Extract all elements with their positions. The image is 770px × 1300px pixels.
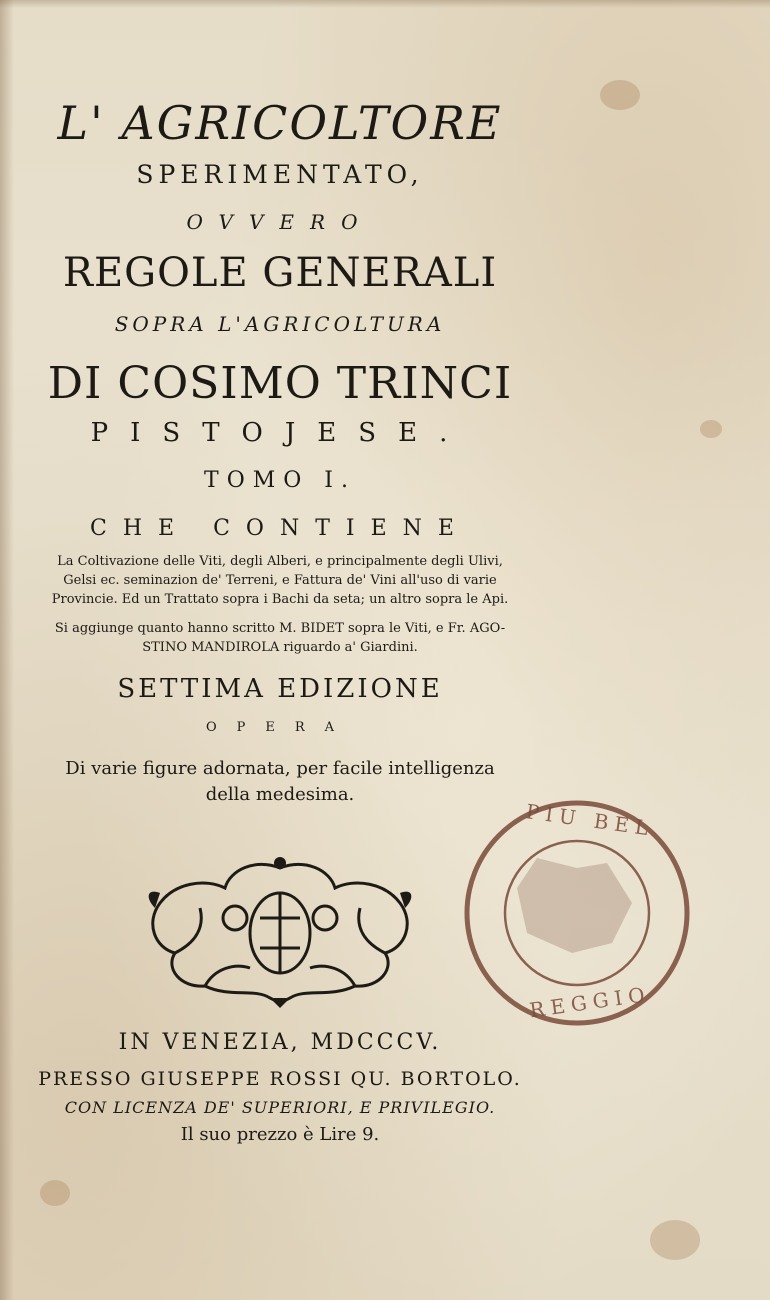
imprint-printer: PRESSO GIUSEPPE ROSSI QU. BORTOLO.	[38, 1068, 522, 1090]
contents-text: Provincie. Ed un Trattato sopra i Bachi da seta; un altro sopra le Api.	[51, 592, 509, 607]
contents-text: La Coltivazione delle Viti, degli Alberi, e principalmente degli Ulivi,	[57, 554, 503, 569]
volume-label: TOMO I.	[204, 468, 356, 493]
author-origin: PISTOJESE.	[90, 418, 470, 448]
stamp-text-top: PIU BEL	[524, 799, 656, 841]
title-subtitle: SPERIMENTATO,	[136, 160, 424, 189]
foxing-stain	[700, 420, 722, 438]
addition-text: Si aggiunge quanto hanno scritto M. BIDET sopra le Viti, e Fr. AGO-	[54, 621, 506, 636]
addition-text: STINO MANDIROLA riguardo a' Giardini.	[142, 640, 418, 655]
title-conjunction: OVVERO	[186, 210, 374, 234]
description-text: della medesima.	[205, 784, 355, 805]
author-name: DI COSIMO TRINCI	[47, 358, 513, 409]
foxing-stain	[650, 1220, 700, 1260]
contents-heading: CHE CONTIENE	[90, 516, 470, 541]
page-top-shadow	[0, 0, 770, 8]
stamp-text-bottom: REGGIO	[527, 981, 653, 1023]
ornament-vignette-icon	[135, 848, 425, 1008]
imprint-place: IN VENEZIA, MDCCCV.	[118, 1030, 442, 1055]
title-alternate: REGOLE GENERALI	[62, 250, 498, 296]
work-label: OPERA	[205, 720, 355, 735]
foxing-stain	[600, 80, 640, 110]
contents-text: Gelsi ec. seminazion de' Terreni, e Fattura de' Vini all'uso di varie	[63, 573, 497, 588]
foxing-stain	[40, 1180, 70, 1206]
edition-label: SETTIMA EDIZIONE	[117, 674, 443, 704]
price-label: Il suo prezzo è Lire 9.	[180, 1124, 380, 1145]
imprint-license: CON LICENZA DE' SUPERIORI, E PRIVILEGIO.	[64, 1098, 496, 1117]
title-subject: SOPRA L'AGRICOLTURA	[114, 312, 446, 336]
title-main: L' AGRICOLTORE	[57, 96, 503, 150]
description-text: Di varie figure adornata, per facile intelligenza	[65, 758, 495, 779]
